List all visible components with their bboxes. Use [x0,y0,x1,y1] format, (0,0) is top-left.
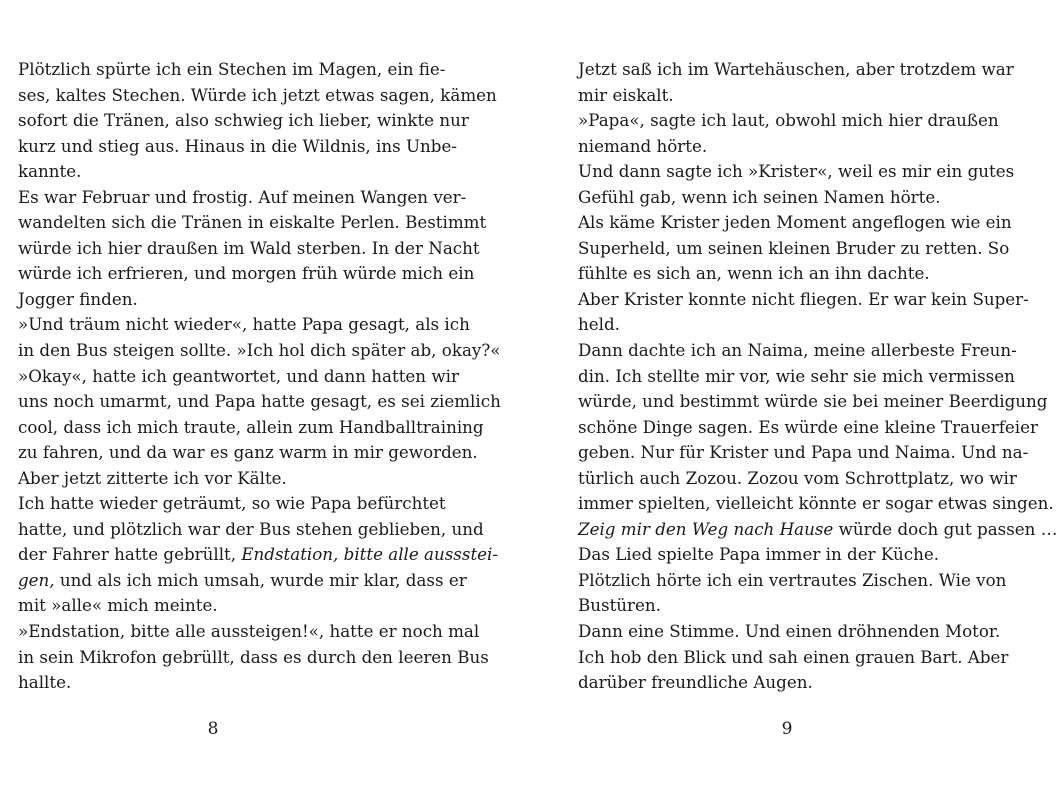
text-line: Plötzlich spürte ich ein Stechen im Magen, ein fie- [18,59,446,79]
text-line [18,542,498,568]
text-line: immer spielten, vielleicht könnte er sogar etwas singen. [578,493,1054,514]
text-line: Das Lied spielte Papa immer in der Küche. [578,544,940,565]
left-page-text [18,57,501,696]
text-line: hatte, und plötzlich war der Bus stehen geblieben, und [18,518,484,539]
text-line: Jetzt saß ich im Wartehäuschen, aber trotzdem war [578,59,1014,79]
text-line: Gefühl gab, wenn ich seinen Namen hörte. [578,186,941,207]
text-line: zu fahren, und da war es ganz warm in mir geworden. [18,442,478,463]
text-run: und als ich mich umsah, wurde mir klar, dass er [54,569,467,590]
text-line [18,568,467,594]
text-line: kurz und stieg aus. Hinaus in die Wildnis, ins Unbe- [18,135,457,156]
text-line: Superheld, um seinen kleinen Bruder zu retten. So [578,237,1010,258]
text-line: »Okay«, hatte ich geantwortet, und dann hatten wir [18,365,459,386]
text-line: Bustüren. [578,595,661,616]
page-number-right: 9 [781,719,793,739]
text-line: Dann dachte ich an Naima, meine allerbeste Freun- [578,340,1017,361]
text-run: der Fahrer hatte gebrüllt, [18,544,242,565]
text-run: würde doch gut passen … [833,518,1057,539]
text-line: in den Bus steigen sollte. »Ich hol dich später ab, okay?« [18,340,501,361]
text-line: »Papa«, sagte ich laut, obwohl mich hier draußen [578,110,999,131]
text-line: ses, kaltes Stechen. Würde ich jetzt etwas sagen, kämen [18,84,497,105]
text-line: würde ich erfrieren, und morgen früh würde mich ein [18,263,475,284]
text-line: Aber jetzt zitterte ich vor Kälte. [18,467,287,488]
text-line: darüber freundliche Augen. [578,672,813,693]
page-number-left: 8 [207,719,219,739]
text-line: Ich hatte wieder geträumt, so wie Papa befürchtet [18,493,446,514]
text-line: fühlte es sich an, wenn ich an ihn dachte. [578,263,930,284]
text-line: »Und träum nicht wieder«, hatte Papa gesagt, als ich [18,314,470,335]
italic-text: gen, [18,569,55,590]
text-line: din. Ich stellte mir vor, wie sehr sie mich vermissen [578,365,1015,386]
italic-text: Endstation, bitte alle aussstei- [241,544,498,565]
text-line: türlich auch Zozou. Zozou vom Schrottplatz, wo wir [578,467,1017,488]
text-line: schöne Dinge sagen. Es würde eine kleine Trauerfeier [578,416,1038,437]
italic-text: Zeig mir den Weg nach Hause [578,518,834,539]
text-line: »Endstation, bitte alle aussteigen!«, hatte er noch mal [18,621,480,642]
text-line: niemand hörte. [578,135,708,156]
text-line: kannte. [18,161,82,182]
text-line: würde, und bestimmt würde sie bei meiner Beerdigung [578,391,1048,412]
text-line: Es war Februar und frostig. Auf meinen Wangen ver- [18,186,467,207]
text-line: in sein Mikrofon gebrüllt, dass es durch den leeren Bus [18,646,489,667]
right-page-text [578,57,1057,696]
text-line: Plötzlich hörte ich ein vertrautes Zischen. Wie von [578,569,1007,590]
text-line: cool, dass ich mich traute, allein zum Handballtraining [18,416,484,437]
text-line: sofort die Tränen, also schwieg ich lieber, winkte nur [18,110,469,131]
text-line: mir eiskalt. [578,84,674,105]
text-line: Jogger finden. [18,288,138,309]
text-line: mit »alle« mich meinte. [18,595,218,616]
text-line: uns noch umarmt, und Papa hatte gesagt, es sei ziemlich [18,391,501,412]
text-line: geben. Nur für Krister und Papa und Naima. Und na- [578,442,1029,463]
text-line: wandelten sich die Tränen in eiskalte Perlen. Bestimmt [18,212,487,233]
text-line: Dann eine Stimme. Und einen dröhnenden Motor. [578,621,1001,642]
text-line: Und dann sagte ich »Krister«, weil es mir ein gutes [578,161,1015,182]
text-line [578,517,1057,543]
text-line: Als käme Krister jeden Moment angeflogen wie ein [578,212,1012,233]
text-line: Ich hob den Blick und sah einen grauen Bart. Aber [578,646,1009,667]
text-line: hallte. [18,672,72,693]
text-line: held. [578,314,620,335]
text-line: Aber Krister konnte nicht fliegen. Er war kein Super- [578,288,1029,309]
text-line: würde ich hier draußen im Wald sterben. In der Nacht [18,237,480,258]
